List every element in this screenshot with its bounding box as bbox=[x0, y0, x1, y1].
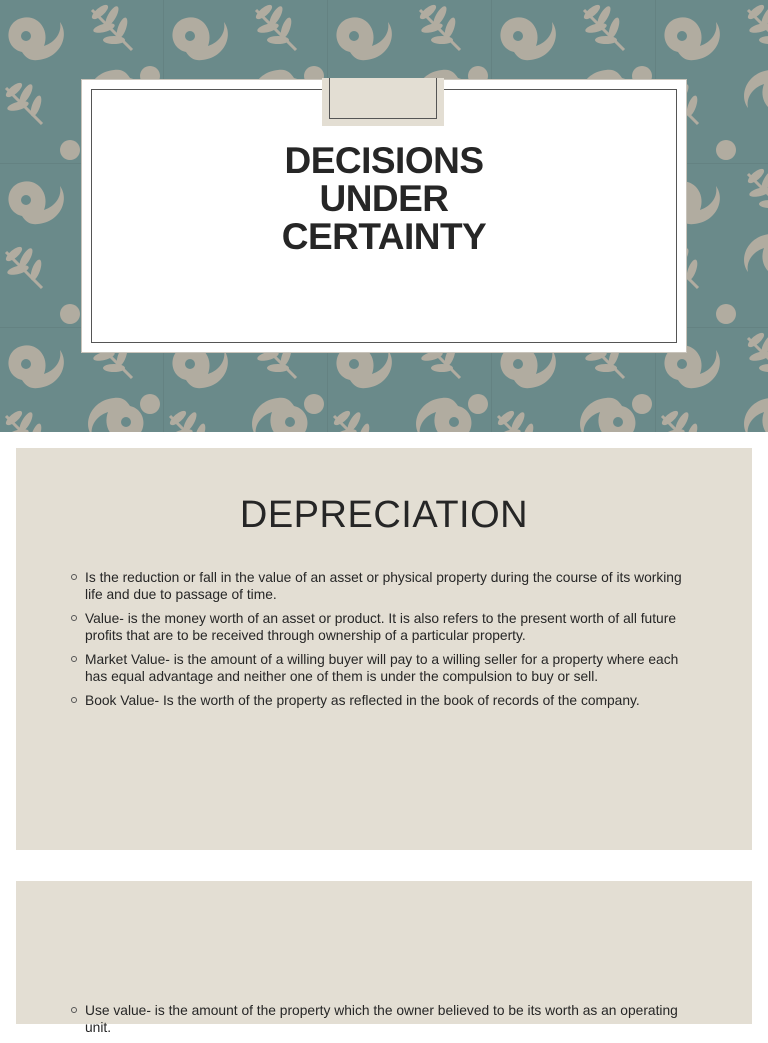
bullet-icon bbox=[71, 1007, 77, 1013]
slide-title: DECISIONS UNDER CERTAINTY bbox=[281, 140, 487, 257]
bullet-icon bbox=[71, 656, 77, 662]
list-item: Is the reduction or fall in the value of an asset or physical property during the course of its working life and due to passage of time. bbox=[71, 569, 697, 603]
bullet-list bbox=[71, 1002, 697, 1043]
title-card-tab bbox=[322, 78, 444, 126]
depreciation-slide bbox=[16, 448, 752, 850]
bullet-list bbox=[71, 569, 697, 716]
title-slide bbox=[0, 0, 768, 432]
list-item: Book Value- Is the worth of the property as reflected in the book of records of the company. bbox=[71, 692, 697, 709]
bullet-icon bbox=[71, 574, 77, 580]
list-item: Value- is the money worth of an asset or product. It is also refers to the present worth of all future profits that are to be received through ownership of a particular property. bbox=[71, 610, 697, 644]
slide-heading: DEPRECIATION bbox=[239, 494, 529, 536]
list-item: Market Value- is the amount of a willing buyer will pay to a willing seller for a property where each has equal advantage and neither one of them is under the compulsion to buy or sell. bbox=[71, 651, 697, 685]
list-item: Use value- is the amount of the property which the owner believed to be its worth as an operating unit. bbox=[71, 1002, 697, 1036]
use-value-slide bbox=[16, 881, 752, 1035]
title-card bbox=[82, 80, 686, 352]
bullet-icon bbox=[71, 615, 77, 621]
bullet-icon bbox=[71, 697, 77, 703]
